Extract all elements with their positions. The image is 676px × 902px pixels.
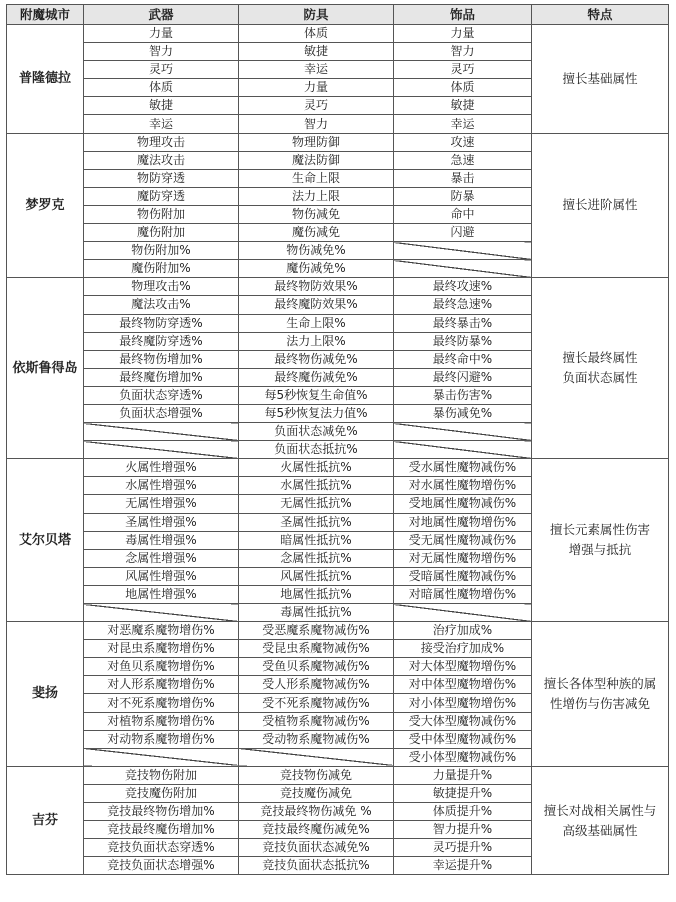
accessory-cell: 力量 [394,25,532,43]
accessory-cell: 受水属性魔物减伤% [394,459,532,477]
armor-cell: 法力上限 [239,187,394,205]
armor-cell: 魔法防御 [239,151,394,169]
armor-cell: 地属性抵抗% [239,585,394,603]
accessory-cell: 闪避 [394,224,532,242]
weapon-cell: 最终魔防穿透% [84,332,239,350]
feature-line: 擅长基础属性 [562,70,638,86]
armor-cell: 竞技物伤减免 [239,766,394,784]
feature-cell [532,278,669,459]
weapon-cell: 竞技负面状态穿透% [84,839,239,857]
weapon-cell: 风属性增强% [84,567,239,585]
weapon-cell: 对鱼贝系魔物增伤% [84,658,239,676]
armor-cell: 魔伤减免% [239,260,394,278]
empty-cell [394,441,532,459]
accessory-cell: 最终攻速% [394,278,532,296]
armor-cell: 无属性抵抗% [239,495,394,513]
header-accessory: 饰品 [394,5,532,25]
weapon-cell: 物伤附加 [84,205,239,223]
feature-line: 性增伤与伤害减免 [549,695,650,711]
table-body [7,25,669,875]
weapon-cell: 魔伤附加% [84,260,239,278]
armor-cell: 受人形系魔物减伤% [239,676,394,694]
accessory-cell: 对无属性魔物增伤% [394,549,532,567]
accessory-cell: 命中 [394,205,532,223]
armor-cell: 受植物系魔物减伤% [239,712,394,730]
armor-cell: 暗属性抵抗% [239,531,394,549]
weapon-cell: 最终物防穿透% [84,314,239,332]
feature-cell [532,459,669,622]
table-row [7,459,669,477]
armor-cell: 体质 [239,25,394,43]
accessory-cell: 对暗属性魔物增伤% [394,585,532,603]
accessory-cell: 力量提升% [394,766,532,784]
weapon-cell: 物理攻击 [84,133,239,151]
weapon-cell: 对人形系魔物增伤% [84,676,239,694]
accessory-cell: 敏捷 [394,97,532,115]
armor-cell: 每5秒恢复法力值% [239,404,394,422]
header-armor: 防具 [239,5,394,25]
header-row [7,5,669,25]
weapon-cell: 对昆虫系魔物增伤% [84,640,239,658]
accessory-cell: 防暴 [394,187,532,205]
weapon-cell: 圣属性增强% [84,513,239,531]
enchant-table-container [6,4,669,875]
accessory-cell: 受大体型魔物减伤% [394,712,532,730]
accessory-cell: 暴伤减免% [394,404,532,422]
accessory-cell: 智力提升% [394,821,532,839]
accessory-cell: 幸运 [394,115,532,133]
weapon-cell: 体质 [84,79,239,97]
weapon-cell: 敏捷 [84,97,239,115]
feature-line: 擅长最终属性 [562,350,638,366]
feature-line: 高级基础属性 [562,822,638,838]
armor-cell: 最终魔防效果% [239,296,394,314]
accessory-cell: 最终防暴% [394,332,532,350]
enchant-table [6,4,669,875]
accessory-cell: 最终急速% [394,296,532,314]
armor-cell: 受鱼贝系魔物减伤% [239,658,394,676]
armor-cell: 最终物防效果% [239,278,394,296]
weapon-cell: 念属性增强% [84,549,239,567]
armor-cell: 最终物伤减免% [239,350,394,368]
accessory-cell: 受中体型魔物减伤% [394,730,532,748]
header-feature: 特点 [532,5,669,25]
armor-cell: 受恶魔系魔物减伤% [239,622,394,640]
feature-cell [532,25,669,134]
weapon-cell: 竞技魔伤附加 [84,784,239,802]
weapon-cell: 对动物系魔物增伤% [84,730,239,748]
armor-cell: 灵巧 [239,97,394,115]
weapon-cell: 物防穿透 [84,169,239,187]
feature-cell [532,766,669,875]
armor-cell: 力量 [239,79,394,97]
accessory-cell: 灵巧提升% [394,839,532,857]
accessory-cell: 最终命中% [394,350,532,368]
weapon-cell: 最终物伤增加% [84,350,239,368]
weapon-cell: 力量 [84,25,239,43]
armor-cell: 每5秒恢复生命值% [239,386,394,404]
feature-line: 增强与抵抗 [568,542,632,558]
armor-cell: 竞技负面状态减免% [239,839,394,857]
feature-line: 擅长进阶属性 [562,197,638,213]
armor-cell: 物伤减免% [239,242,394,260]
accessory-cell: 接受治疗加成% [394,640,532,658]
empty-cell [84,441,239,459]
accessory-cell: 对水属性魔物增伤% [394,477,532,495]
armor-cell: 负面状态减免% [239,423,394,441]
armor-cell: 受不死系魔物减伤% [239,694,394,712]
weapon-cell: 竞技最终物伤增加% [84,803,239,821]
armor-cell: 竞技负面状态抵抗% [239,857,394,875]
city-name: 吉芬 [7,766,84,875]
header-city: 附魔城市 [7,5,84,25]
weapon-cell: 竞技最终魔伤增加% [84,821,239,839]
weapon-cell: 竞技负面状态增强% [84,857,239,875]
armor-cell: 魔伤减免 [239,224,394,242]
table-row [7,766,669,784]
armor-cell: 受动物系魔物减伤% [239,730,394,748]
accessory-cell: 受小体型魔物减伤% [394,748,532,766]
weapon-cell: 竞技物伤附加 [84,766,239,784]
accessory-cell: 受地属性魔物减伤% [394,495,532,513]
accessory-cell: 体质提升% [394,803,532,821]
armor-cell: 风属性抵抗% [239,567,394,585]
armor-cell: 念属性抵抗% [239,549,394,567]
accessory-cell: 最终暴击% [394,314,532,332]
accessory-cell: 敏捷提升% [394,784,532,802]
accessory-cell: 最终闪避% [394,368,532,386]
weapon-cell: 无属性增强% [84,495,239,513]
weapon-cell: 水属性增强% [84,477,239,495]
armor-cell: 毒属性抵抗% [239,604,394,622]
accessory-cell: 暴击伤害% [394,386,532,404]
feature-line: 擅长元素属性伤害 [549,522,650,538]
empty-cell [84,604,239,622]
accessory-cell: 攻速 [394,133,532,151]
weapon-cell: 魔防穿透 [84,187,239,205]
accessory-cell: 对小体型魔物增伤% [394,694,532,712]
armor-cell: 圣属性抵抗% [239,513,394,531]
armor-cell: 生命上限 [239,169,394,187]
feature-cell [532,133,669,278]
city-name: 梦罗克 [7,133,84,278]
weapon-cell: 对恶魔系魔物增伤% [84,622,239,640]
table-row [7,278,669,296]
weapon-cell: 智力 [84,43,239,61]
weapon-cell: 物伤附加% [84,242,239,260]
table-row [7,622,669,640]
empty-cell [394,242,532,260]
weapon-cell: 物理攻击% [84,278,239,296]
armor-cell: 物理防御 [239,133,394,151]
weapon-cell: 魔伤附加 [84,224,239,242]
weapon-cell: 对植物系魔物增伤% [84,712,239,730]
table-header [7,5,669,25]
weapon-cell: 负面状态增强% [84,404,239,422]
empty-cell [394,604,532,622]
weapon-cell: 幸运 [84,115,239,133]
weapon-cell: 负面状态穿透% [84,386,239,404]
armor-cell: 竞技最终物伤减免 % [239,803,394,821]
weapon-cell: 火属性增强% [84,459,239,477]
city-name: 依斯鲁得岛 [7,278,84,459]
armor-cell: 生命上限% [239,314,394,332]
armor-cell: 竞技最终魔伤减免% [239,821,394,839]
empty-cell [394,423,532,441]
weapon-cell: 魔法攻击% [84,296,239,314]
armor-cell: 最终魔伤减免% [239,368,394,386]
feature-line: 擅长各体型种族的属 [543,675,657,691]
feature-line: 擅长对战相关属性与 [543,802,657,818]
armor-cell: 火属性抵抗% [239,459,394,477]
armor-cell: 法力上限% [239,332,394,350]
header-weapon: 武器 [84,5,239,25]
weapon-cell: 魔法攻击 [84,151,239,169]
accessory-cell: 幸运提升% [394,857,532,875]
armor-cell: 物伤减免 [239,205,394,223]
weapon-cell: 对不死系魔物增伤% [84,694,239,712]
armor-cell: 受昆虫系魔物减伤% [239,640,394,658]
weapon-cell: 地属性增强% [84,585,239,603]
weapon-cell: 毒属性增强% [84,531,239,549]
accessory-cell: 对大体型魔物增伤% [394,658,532,676]
feature-cell [532,622,669,767]
armor-cell: 敏捷 [239,43,394,61]
accessory-cell: 体质 [394,79,532,97]
table-row [7,25,669,43]
city-name: 斐扬 [7,622,84,767]
weapon-cell: 最终魔伤增加% [84,368,239,386]
accessory-cell: 治疗加成% [394,622,532,640]
accessory-cell: 对中体型魔物增伤% [394,676,532,694]
city-name: 普隆德拉 [7,25,84,134]
empty-cell [394,260,532,278]
empty-cell [239,748,394,766]
feature-line: 负面状态属性 [562,370,638,386]
accessory-cell: 灵巧 [394,61,532,79]
accessory-cell: 急速 [394,151,532,169]
armor-cell: 负面状态抵抗% [239,441,394,459]
armor-cell: 水属性抵抗% [239,477,394,495]
armor-cell: 幸运 [239,61,394,79]
accessory-cell: 暴击 [394,169,532,187]
table-row [7,133,669,151]
accessory-cell: 智力 [394,43,532,61]
empty-cell [84,423,239,441]
weapon-cell: 灵巧 [84,61,239,79]
armor-cell: 竞技魔伤减免 [239,784,394,802]
empty-cell [84,748,239,766]
city-name: 艾尔贝塔 [7,459,84,622]
accessory-cell: 受暗属性魔物减伤% [394,567,532,585]
armor-cell: 智力 [239,115,394,133]
accessory-cell: 对地属性魔物增伤% [394,513,532,531]
accessory-cell: 受无属性魔物减伤% [394,531,532,549]
